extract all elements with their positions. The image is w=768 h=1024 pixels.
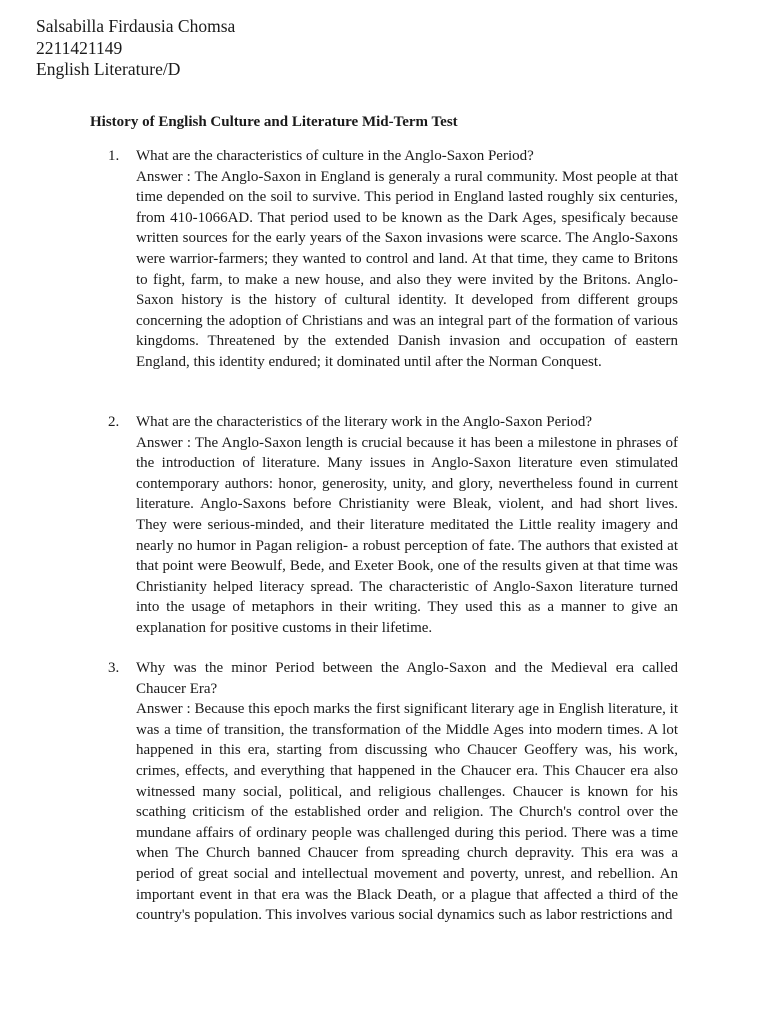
- question-number: 1.: [108, 148, 120, 164]
- question-body: [136, 146, 678, 373]
- question-body: [136, 412, 678, 639]
- author-header: [36, 16, 235, 81]
- question-text: Why was the minor Period between the Anglo-Saxon and the Medieval era called Chaucer Era?: [136, 660, 678, 697]
- answer-text: Answer : The Anglo-Saxon length is crucial because it has been a milestone in phrases of the introduction of literature. Many issues in Anglo-Saxon literature even stimulated contemporary authors: honor, generosity, unity, and glory, nevertheless found in current literature. Anglo-Saxons before Christianity were Bleak, violent, and had short lives. They were serious-minded, and their literature meditated the Little reality imagery and nearly no humor in Pagan religion- a robust perception of fate. The authors that existed at that point were Beowulf, Bede, and Exeter Book, one of the results given at that time was Christianity helped literacy spread. The characteristic of Anglo-Saxon literature turned into the usage of metaphors in their writing. They used this as a manner to give an explanation for positive customs in their lifetime.: [136, 434, 678, 636]
- student-id: 2211421149: [36, 37, 123, 58]
- question-number: 3.: [108, 660, 120, 676]
- question-body: [136, 658, 678, 926]
- author-name: Salsabilla Firdausia Chomsa: [36, 16, 236, 36]
- question-number: 2.: [108, 414, 120, 430]
- document-title: History of English Culture and Literature Mid-Term Test: [90, 114, 458, 130]
- question-text: What are the characteristics of the literary work in the Anglo-Saxon Period?: [136, 414, 593, 430]
- question-text: What are the characteristics of culture in the Anglo-Saxon Period?: [136, 148, 534, 164]
- answer-text: Answer : Because this epoch marks the first significant literary age in English literature, it was a time of transition, the transformation of the Middle Ages into modern times. A lot happened in this era, starting from discussing who Chaucer Geoffery was, his work, crimes, effects, and everything that happened in the Chaucer era. This Chaucer era also witnessed many social, political, and religious challenges. Chaucer is known for his scathing criticism of the established order and religion. The Church's control over the mundane affairs of ordinary people was challenged during this period. There was a time when The Church banned Chaucer from spreading church depravity. This era was a period of great social and intellectual movement and poverty, unrest, and rebellion. An important event in that era was the Black Death, or a plague that affected a third of the country's population. This involves various social dynamics such as labor restrictions and: [136, 701, 678, 924]
- answer-text: Answer : The Anglo-Saxon in England is generaly a rural community. Most people at that time depended on the soil to survive. This period in England lasted roughly six centuries, from 410-1066AD. That period used to be known as the Dark Ages, spesificaly because written sources for the early years of the Saxon invasions were scarce. The Anglo-Saxons were warrior-farmers; they wanted to control and land. At that time, they came to Britons to fight, farm, to make a new house, and also they were invited by the Britons. Anglo-Saxon history is the history of cultural identity. It developed from different groups concerning the adoption of Christians and was an integral part of the formation of various kingdoms. Threatened by the extended Danish invasion and occupation of eastern England, this identity endured; it dominated until after the Norman Conquest.: [136, 168, 678, 370]
- program-class: English Literature/D: [36, 59, 181, 79]
